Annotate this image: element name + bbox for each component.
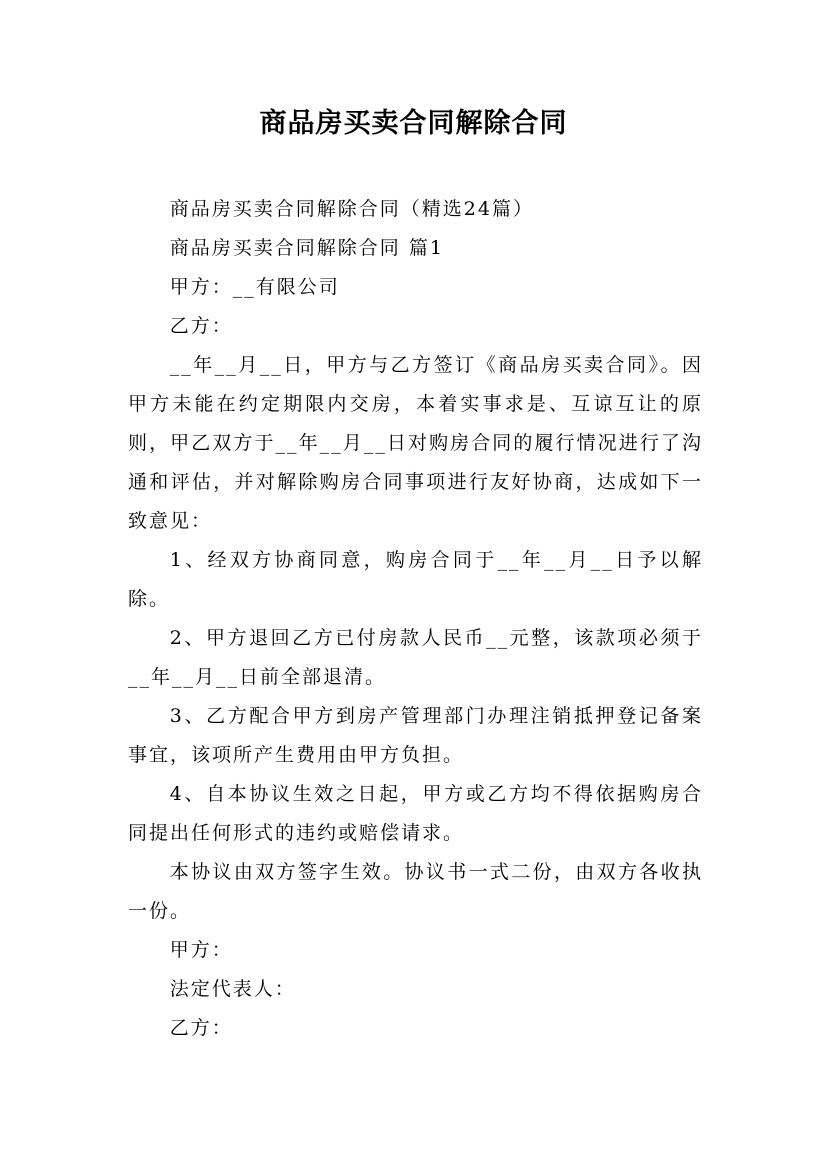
signature-party-b: 乙方： — [169, 1017, 233, 1039]
paragraph-background: __年__月__日，甲方与乙方签订《商品房买卖合同》。因甲方未能在约定期限内交房，本着实事求是、互谅互让的原则，甲乙双方于__年__月__日对购房合同的履行情况进行了沟通和评估，并对解除购房合同事项进行友好协商，达成如下一致意见： — [128, 354, 703, 532]
signature-party-a: 甲方： — [169, 939, 233, 961]
signature-legal-representative: 法定代表人： — [169, 978, 296, 1000]
paragraph-intro: 商品房买卖合同解除合同（精选24篇） — [169, 198, 534, 220]
clause-3: 3、乙方配合甲方到房产管理部门办理注销抵押登记备案事宜，该项所产生费用由甲方负担。 — [128, 705, 703, 766]
document-body — [128, 190, 703, 1048]
party-b-line: 乙方： — [169, 315, 233, 337]
document-title: 商品房买卖合同解除合同 — [259, 108, 568, 139]
paragraph-effectiveness: 本协议由双方签字生效。协议书一式二份，由双方各收执一份。 — [128, 861, 703, 922]
clause-1: 1、经双方协商同意，购房合同于__年__月__日予以解除。 — [128, 549, 703, 610]
clause-2: 2、甲方退回乙方已付房款人民币__元整，该款项必须于__年__月__日前全部退清。 — [128, 627, 703, 688]
paragraph-section-title: 商品房买卖合同解除合同 篇1 — [169, 237, 444, 259]
clause-4: 4、自本协议生效之日起，甲方或乙方均不得依据购房合同提出任何形式的违约或赔偿请求。 — [128, 783, 703, 844]
party-a-line: 甲方：__有限公司 — [169, 276, 340, 298]
